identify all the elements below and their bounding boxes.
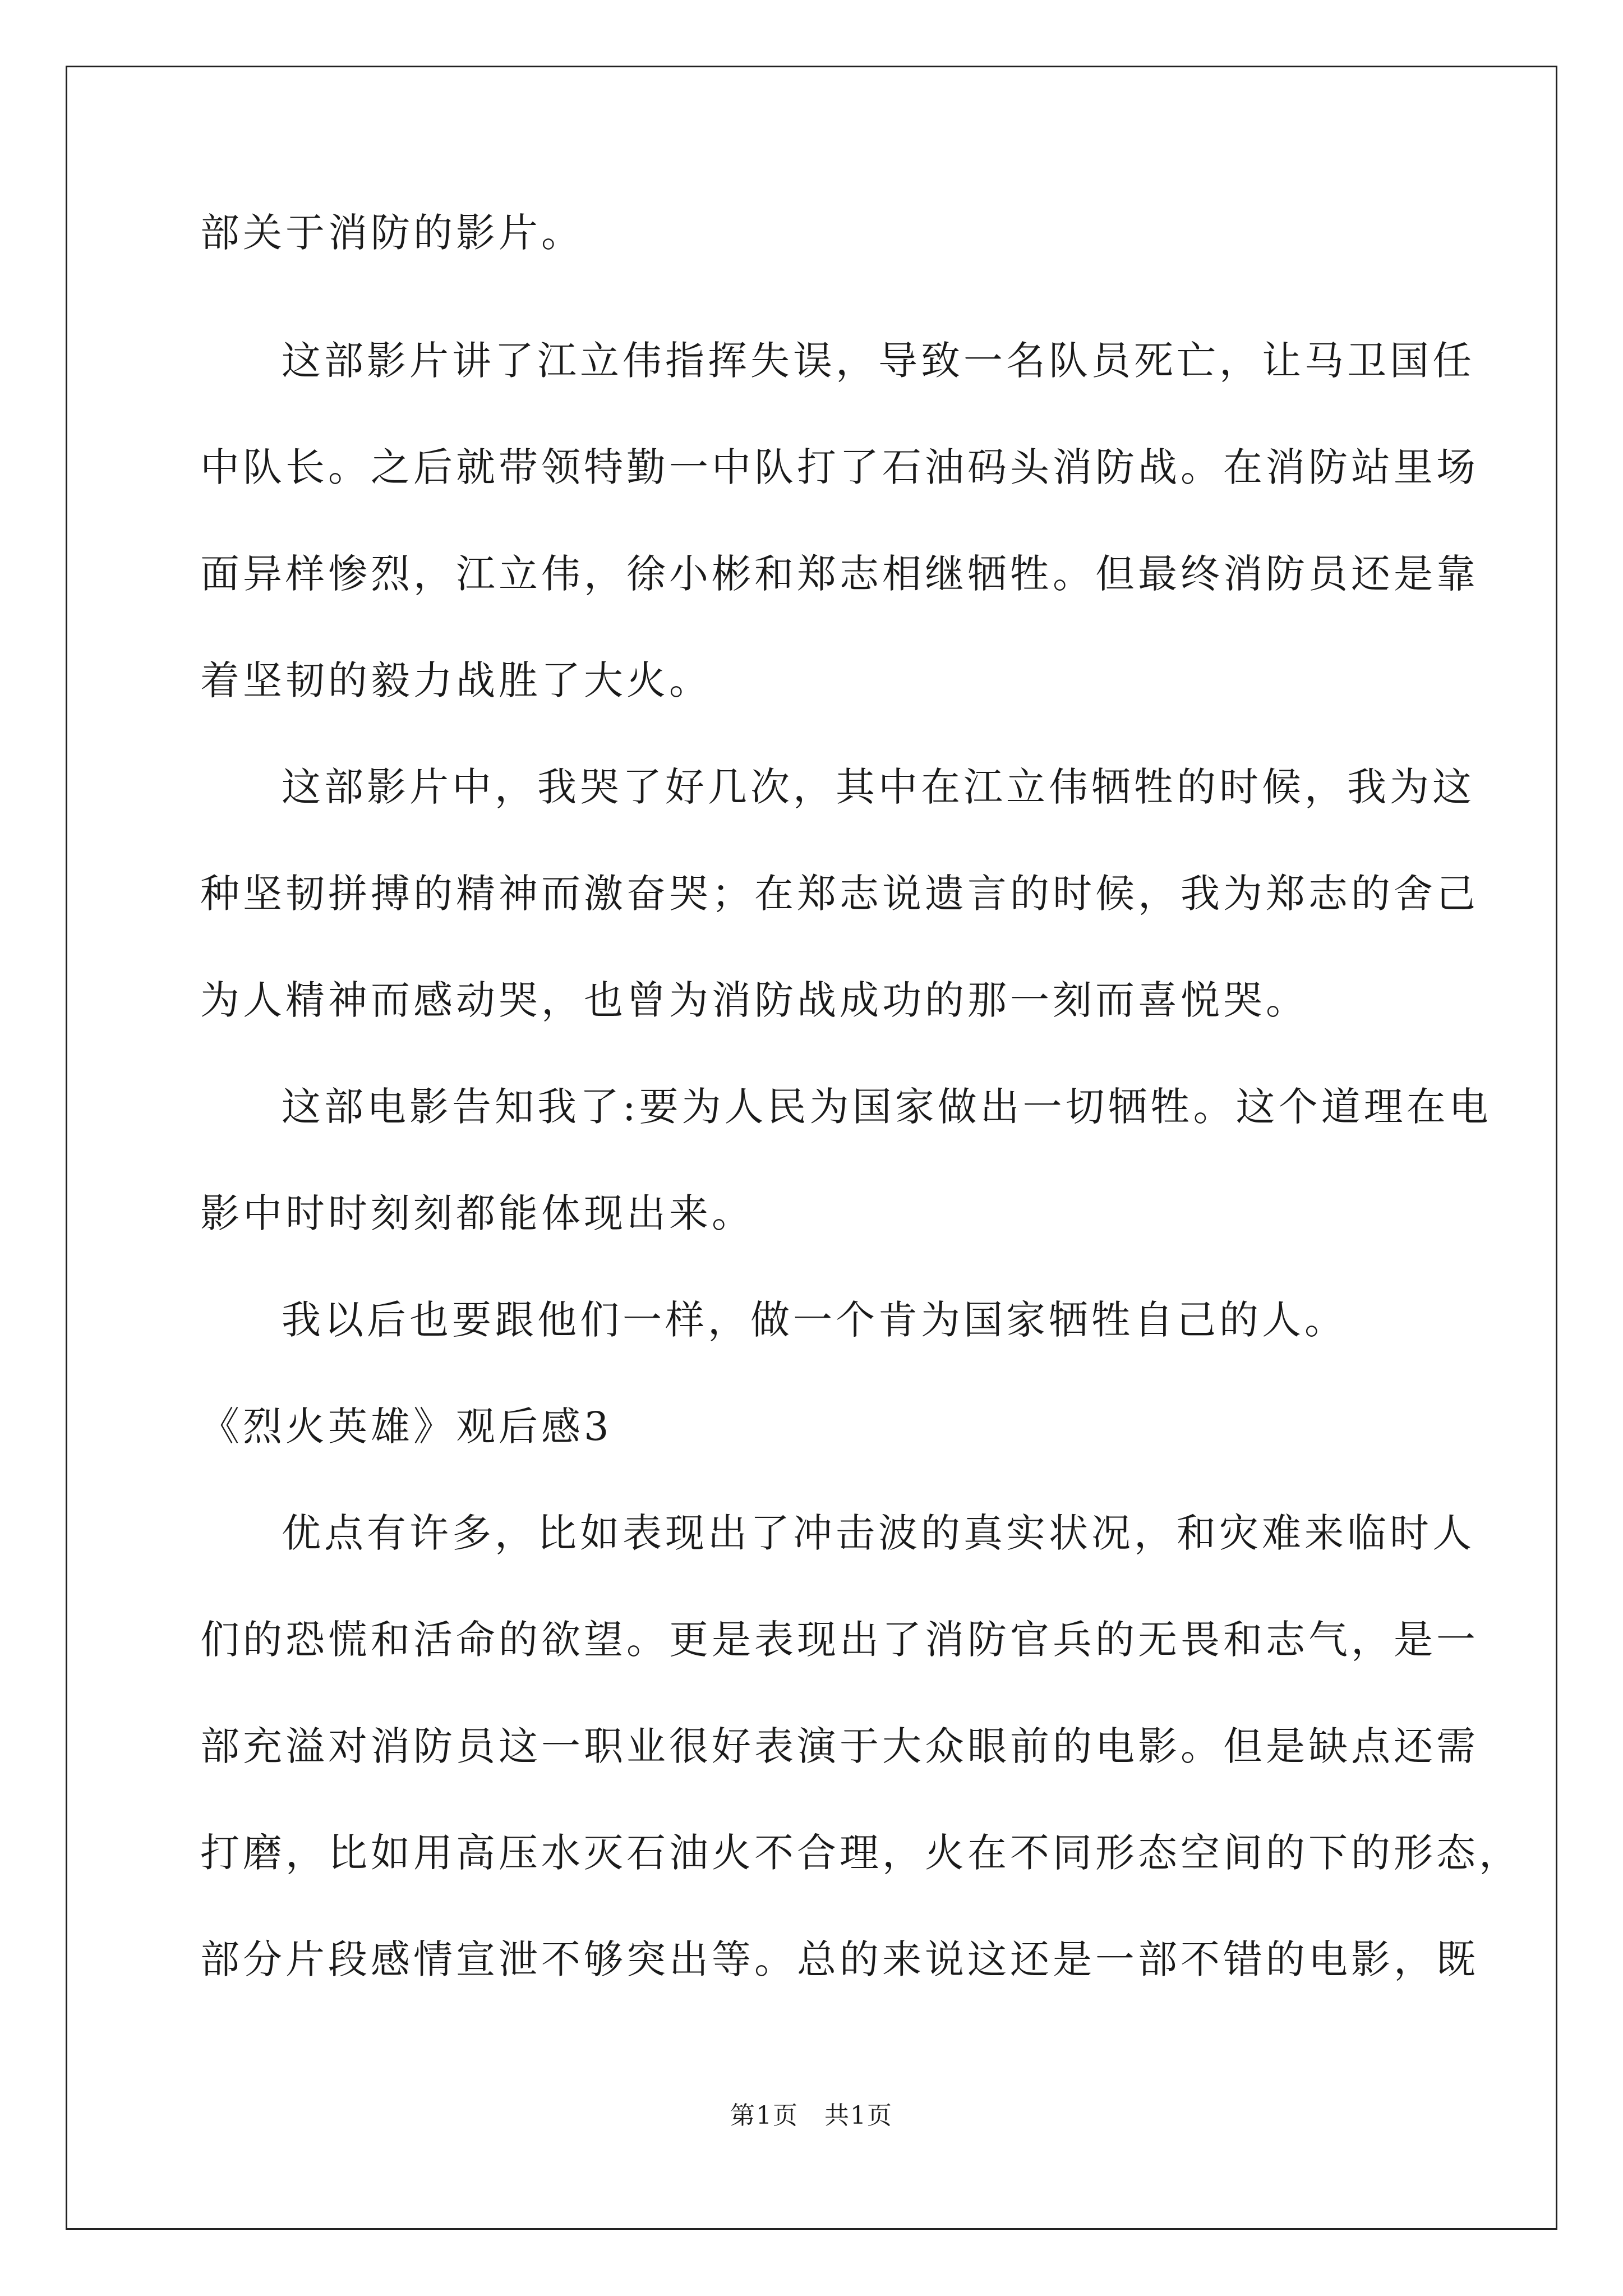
page-border xyxy=(66,66,1557,2230)
text-line: 这部影片讲了江立伟指挥失误，导致一名队员死亡，让马卫国任 xyxy=(282,338,1475,384)
text-line: 部充溢对消防员这一职业很好表演于大众眼前的电影。但是缺点还需 xyxy=(200,1723,1479,1769)
text-line: 们的恐慌和活命的欲望。更是表现出了消防官兵的无畏和志气，是一 xyxy=(200,1617,1479,1663)
text-line: 部分片段感情宣泄不够突出等。总的来说这还是一部不错的电影，既 xyxy=(200,1936,1479,1982)
text-line: 我以后也要跟他们一样，做一个肯为国家牺牲自己的人。 xyxy=(282,1297,1347,1343)
text-line: 这部影片中，我哭了好几次，其中在江立伟牺牲的时候，我为这 xyxy=(282,764,1475,810)
text-line: 着坚韧的毅力战胜了大火。 xyxy=(200,657,712,703)
text-line: 优点有许多，比如表现出了冲击波的真实状况，和灾难来临时人 xyxy=(282,1510,1475,1556)
text-line: 打磨，比如用高压水灭石油火不合理，火在不同形态空间的下的形态， xyxy=(200,1830,1521,1876)
text-line: 面异样惨烈，江立伟，徐小彬和郑志相继牺牲。但最终消防员还是靠 xyxy=(200,551,1479,597)
text-line: 部关于消防的影片。 xyxy=(200,210,584,256)
section-heading: 《烈火英雄》观后感3 xyxy=(200,1404,612,1450)
text-line: 为人精神而感动哭，也曾为消防战成功的那一刻而喜悦哭。 xyxy=(200,977,1308,1023)
text-line: 种坚韧拼搏的精神而激奋哭；在郑志说遗言的时候，我为郑志的舍己 xyxy=(200,871,1479,917)
text-line: 中队长。之后就带领特勤一中队打了石油码头消防战。在消防站里场 xyxy=(200,444,1479,490)
text-line: 这部电影告知我了:要为人民为国家做出一切牺牲。这个道理在电 xyxy=(282,1084,1492,1130)
page-footer: 第1页 共1页 xyxy=(730,2101,893,2130)
text-line: 影中时时刻刻都能体现出来。 xyxy=(200,1190,754,1236)
